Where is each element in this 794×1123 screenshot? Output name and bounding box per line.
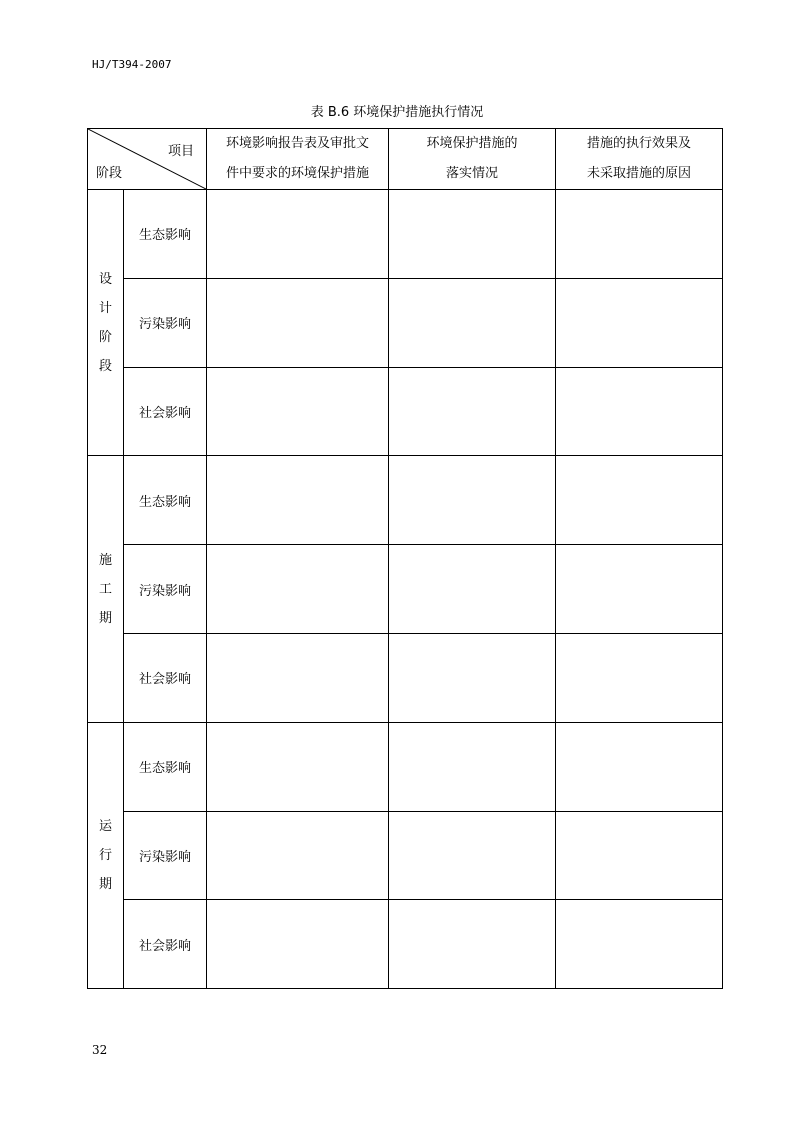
stage-char: 计 xyxy=(98,300,112,316)
input-cell[interactable] xyxy=(207,900,389,989)
input-cell[interactable] xyxy=(207,367,389,456)
header-row xyxy=(88,129,723,190)
stage-char: 设 xyxy=(98,271,112,287)
stage-char: 阶 xyxy=(98,329,112,345)
input-cell[interactable] xyxy=(556,811,723,900)
input-cell[interactable] xyxy=(207,456,389,545)
input-cell[interactable] xyxy=(556,633,723,722)
column-header-line: 措施的执行效果及 xyxy=(586,136,691,151)
impact-label: 社会影响 xyxy=(124,633,207,722)
input-cell[interactable] xyxy=(389,545,556,634)
input-cell[interactable] xyxy=(556,367,723,456)
input-cell[interactable] xyxy=(556,190,723,279)
input-cell[interactable] xyxy=(389,811,556,900)
item-label: 项目 xyxy=(167,144,194,159)
table-row xyxy=(88,900,723,989)
stage-char: 工 xyxy=(98,581,112,597)
impact-label: 污染影响 xyxy=(124,278,207,367)
impact-label: 污染影响 xyxy=(124,545,207,634)
table-row xyxy=(88,722,723,811)
impact-label: 社会影响 xyxy=(124,900,207,989)
column-header-required-measures xyxy=(207,129,389,190)
input-cell[interactable] xyxy=(207,633,389,722)
impact-label: 社会影响 xyxy=(124,367,207,456)
impact-label: 生态影响 xyxy=(124,190,207,279)
input-cell[interactable] xyxy=(207,811,389,900)
stage-char: 期 xyxy=(98,610,112,626)
column-header-implementation xyxy=(389,129,556,190)
measures-table xyxy=(87,128,723,989)
diagonal-header-cell xyxy=(88,129,207,190)
impact-label: 生态影响 xyxy=(124,722,207,811)
input-cell[interactable] xyxy=(389,722,556,811)
page-number: 32 xyxy=(92,1043,108,1057)
input-cell[interactable] xyxy=(556,900,723,989)
stage-cell-design xyxy=(88,190,124,456)
table-row xyxy=(88,278,723,367)
impact-label: 污染影响 xyxy=(124,811,207,900)
column-header-line: 落实情况 xyxy=(445,166,498,181)
column-header-line: 环境保护措施的 xyxy=(426,136,518,151)
input-cell[interactable] xyxy=(207,190,389,279)
column-header-line: 未采取措施的原因 xyxy=(586,166,691,181)
input-cell[interactable] xyxy=(389,456,556,545)
stage-char: 段 xyxy=(98,358,112,374)
table-caption: 表 B.6 环境保护措施执行情况 xyxy=(310,105,484,120)
input-cell[interactable] xyxy=(389,900,556,989)
input-cell[interactable] xyxy=(556,278,723,367)
impact-label: 生态影响 xyxy=(124,456,207,545)
input-cell[interactable] xyxy=(556,722,723,811)
input-cell[interactable] xyxy=(556,456,723,545)
column-header-effect-reason xyxy=(556,129,723,190)
table-row xyxy=(88,545,723,634)
input-cell[interactable] xyxy=(389,633,556,722)
standard-code: HJ/T394-2007 xyxy=(92,58,172,71)
table-row xyxy=(88,633,723,722)
table-row xyxy=(88,456,723,545)
stage-char: 期 xyxy=(98,876,112,892)
table-row xyxy=(88,811,723,900)
input-cell[interactable] xyxy=(389,278,556,367)
stage-label: 阶段 xyxy=(96,166,123,181)
input-cell[interactable] xyxy=(389,367,556,456)
input-cell[interactable] xyxy=(389,190,556,279)
stage-char: 行 xyxy=(98,847,112,863)
stage-char: 运 xyxy=(98,818,112,834)
column-header-line: 环境影响报告表及审批文 xyxy=(225,136,369,151)
column-header-line: 件中要求的环境保护措施 xyxy=(225,166,369,181)
table-row xyxy=(88,190,723,279)
stage-cell-construction xyxy=(88,456,124,722)
table-row xyxy=(88,367,723,456)
input-cell[interactable] xyxy=(207,545,389,634)
input-cell[interactable] xyxy=(556,545,723,634)
input-cell[interactable] xyxy=(207,722,389,811)
stage-char: 施 xyxy=(98,552,112,568)
stage-cell-operation xyxy=(88,722,124,988)
input-cell[interactable] xyxy=(207,278,389,367)
